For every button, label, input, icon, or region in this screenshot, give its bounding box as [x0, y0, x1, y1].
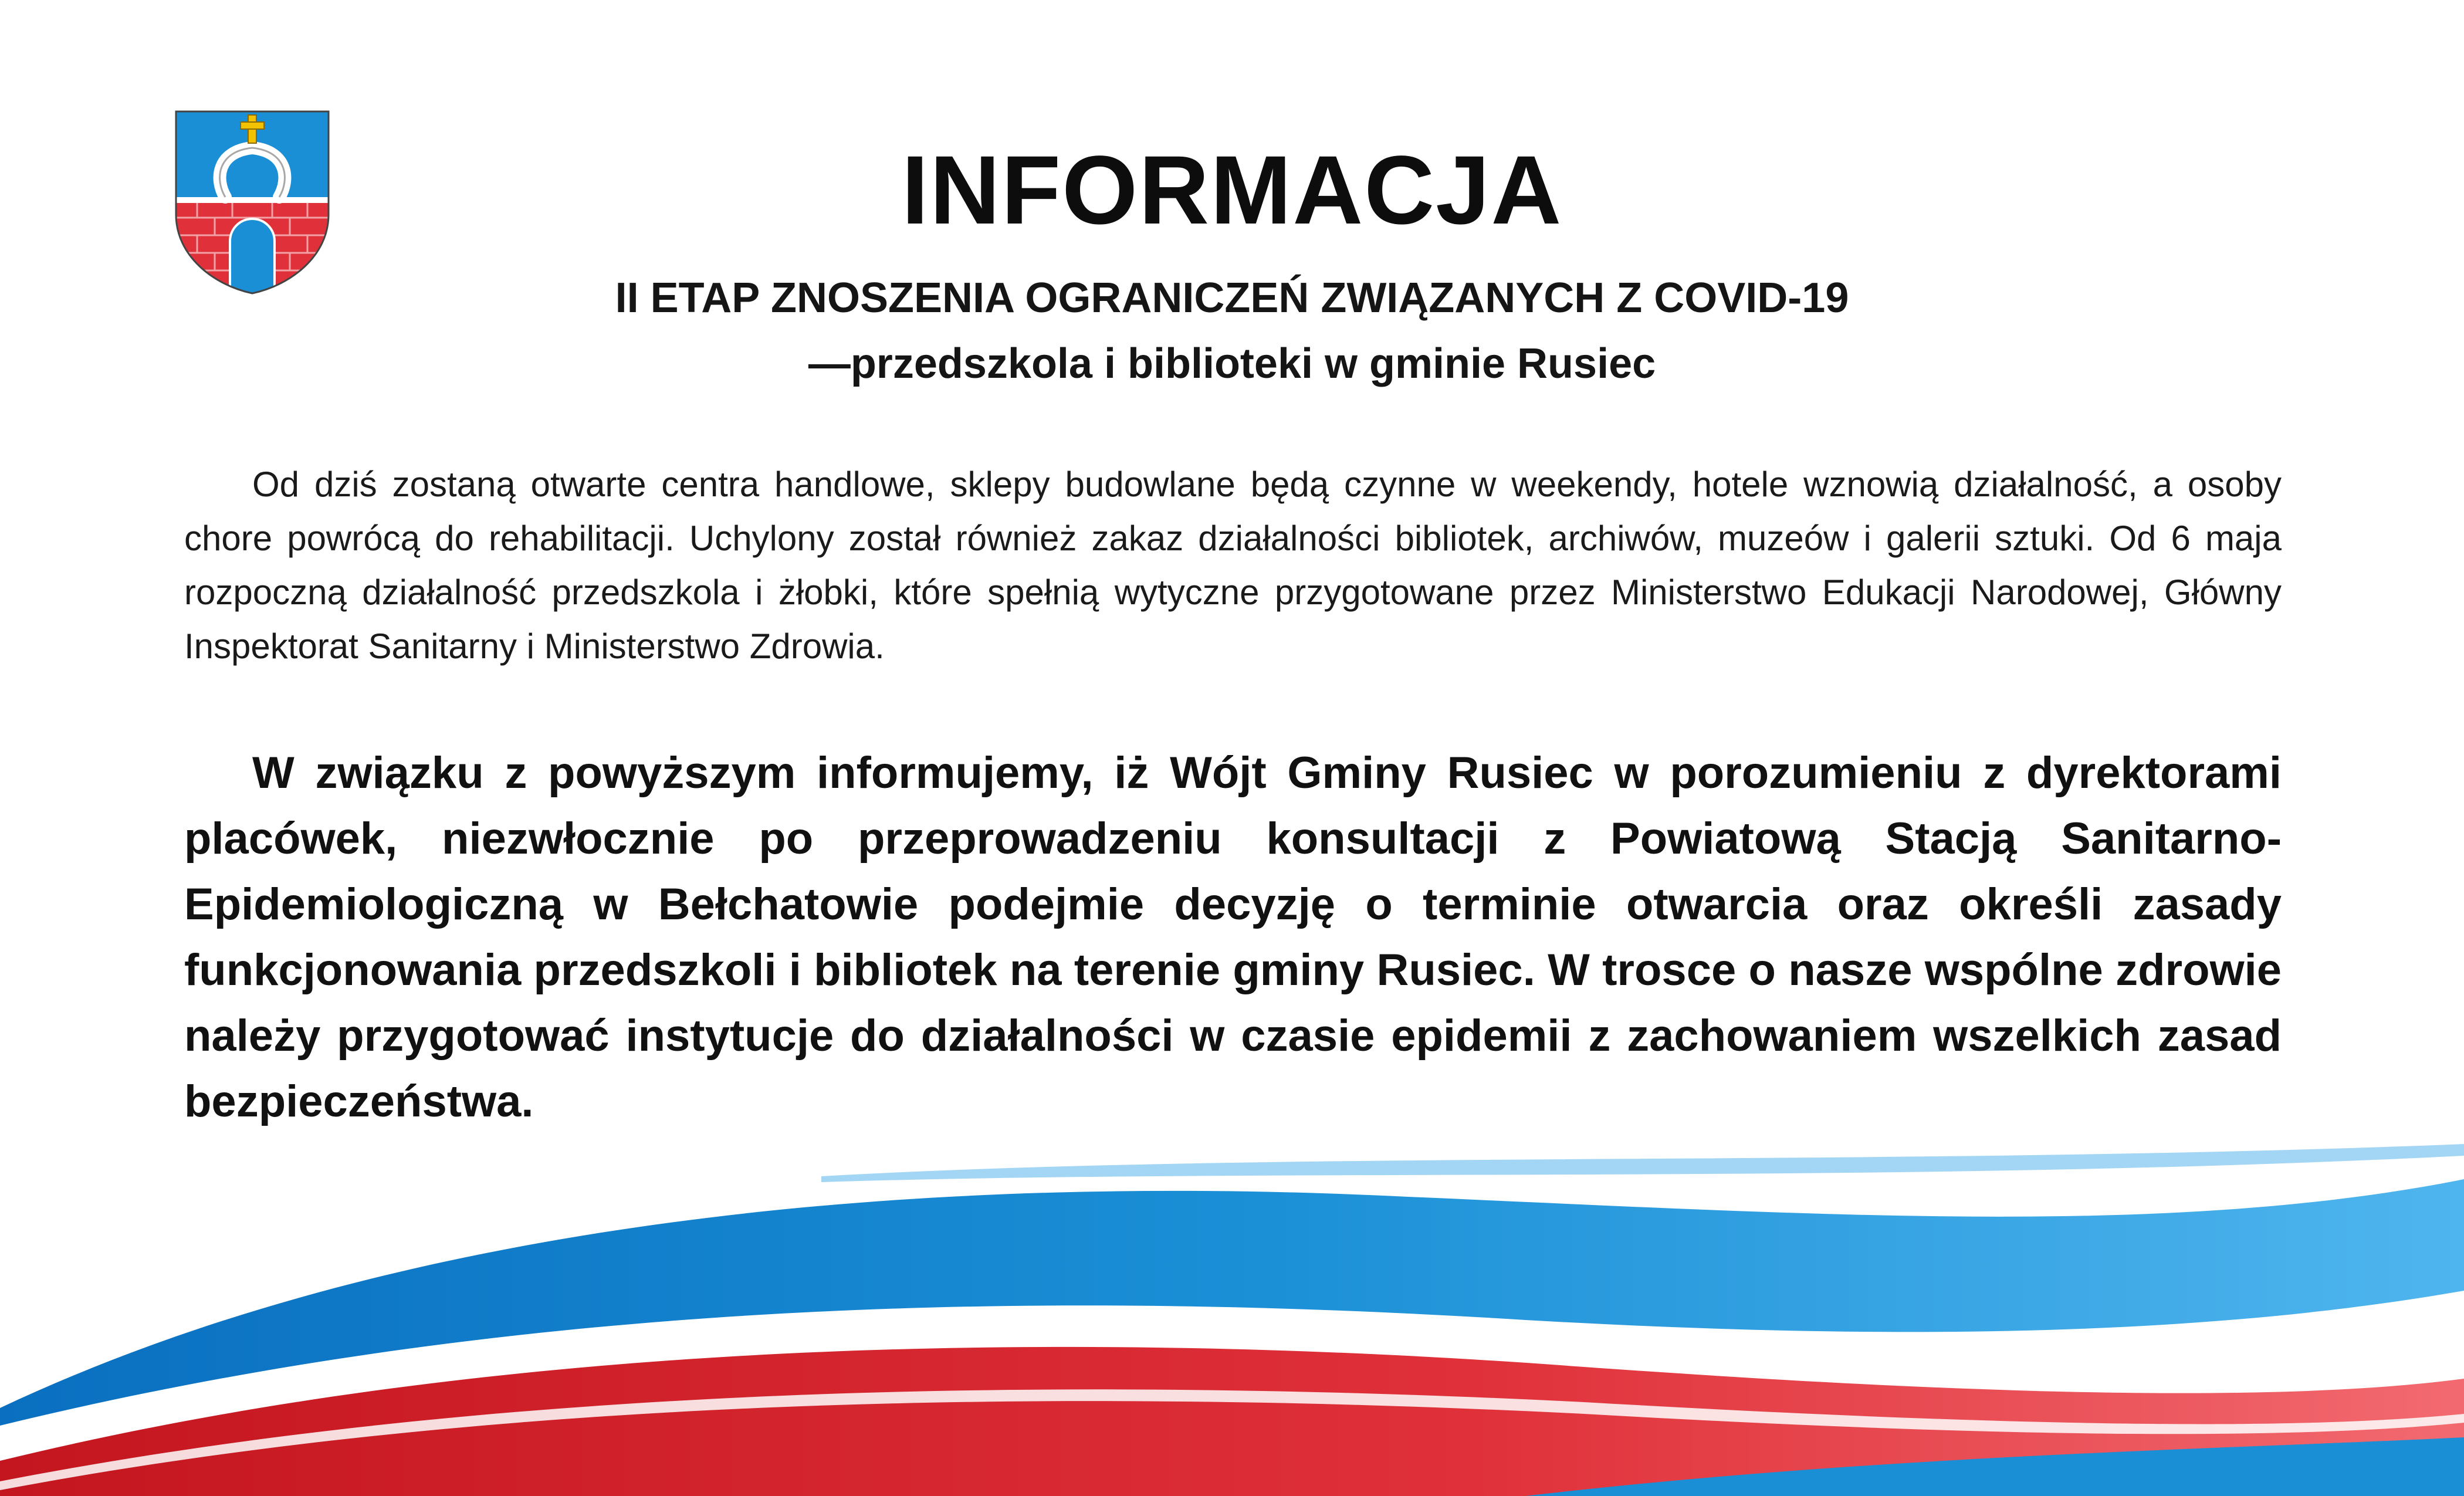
subtitle: [0, 265, 2464, 397]
subtitle-line-2: —przedszkola i biblioteki w gminie Rusiec: [808, 340, 1656, 387]
paragraph-intro: Od dziś zostaną otwarte centra handlowe, sklepy budowlane będą czynne w weekendy, hotele wznowią działalność, a osoby chore powrócą do rehabilitacji. Uchylony został również zakaz działalności bibliotek, archiwów, muzeów i galerii sztuki. Od 6 maja rozpoczną działalność przedszkola i żłobki, które spełnią wytyczne przygotowane przez Ministerstwo Edukacji Narodowej, Główny Inspektorat Sanitarny i Ministerstwo Zdrowia.: [184, 465, 2282, 666]
subtitle-line-1: II ETAP ZNOSZENIA OGRANICZEŃ ZWIĄZANYCH Z COVID-19: [615, 275, 1849, 321]
paragraph-announcement: W związku z powyższym informujemy, iż Wójt Gminy Rusiec w porozumieniu z dyrektorami placówek, niezwłocznie po przeprowadzeniu konsultacji z Powiatową Stacją Sanitarno-Epidemiologiczną w Bełchatowie podejmie decyzję o terminie otwarcia oraz określi zasady funkcjonowania przedszkoli i bibliotek na terenie gminy Rusiec. W trosce o nasze wspólne zdrowie należy przygotować instytucje do działalności w czasie epidemii z zachowaniem wszelkich zasad bezpieczeństwa.: [184, 748, 2282, 1126]
page-title: INFORMACJA: [901, 136, 1563, 245]
decorative-wave-banner: [0, 1144, 2464, 1496]
